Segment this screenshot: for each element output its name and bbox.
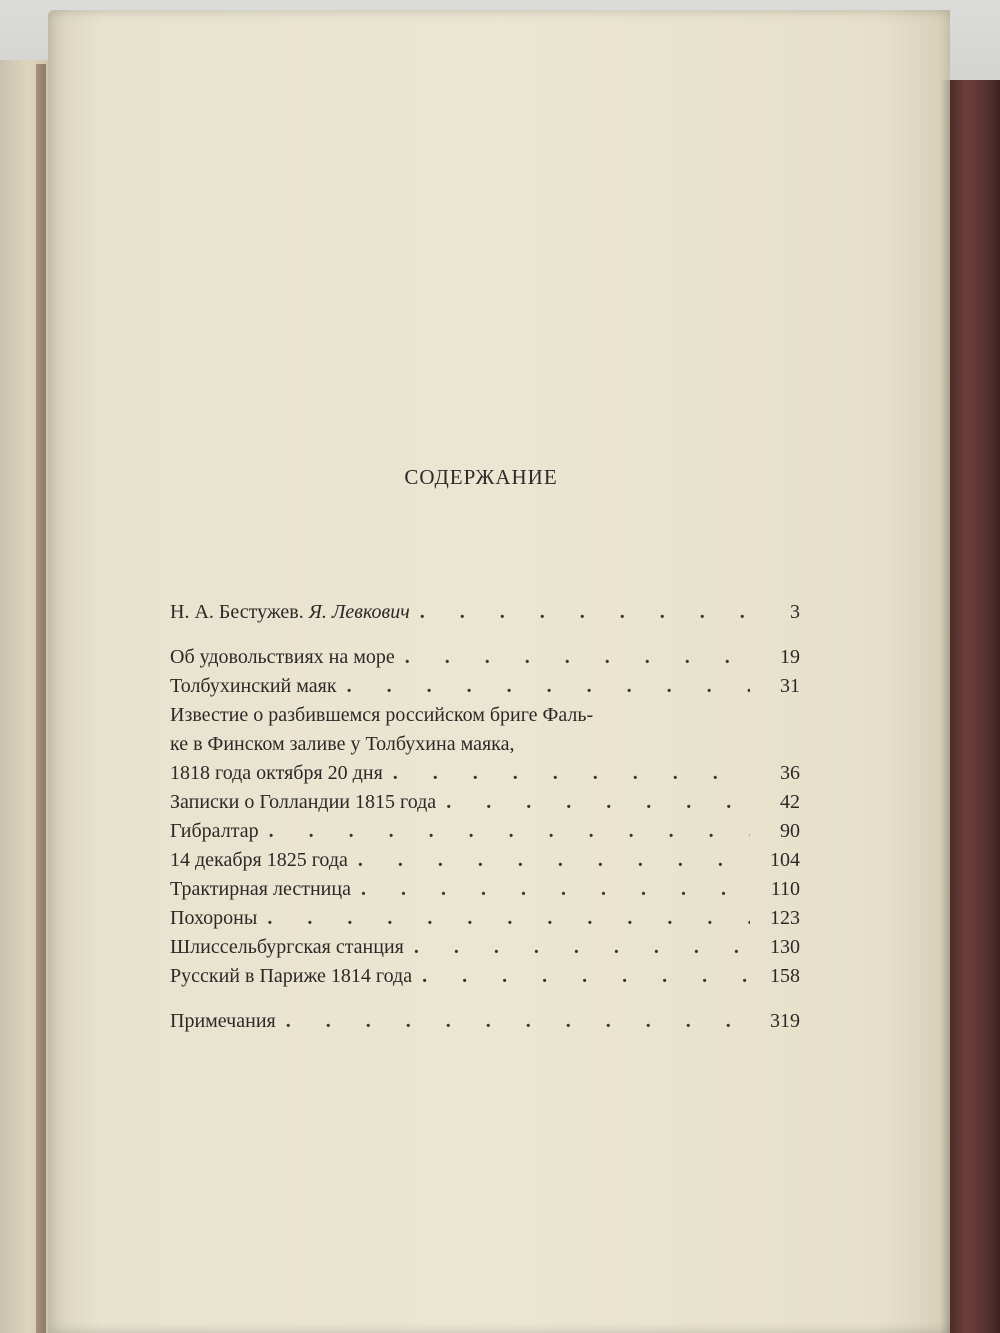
entry-title: Примечания <box>170 1010 276 1032</box>
entry-title: Шлиссельбургская станция <box>170 936 404 958</box>
book-page <box>48 10 950 1333</box>
page-number: 158 <box>770 965 800 987</box>
leader-dots <box>446 788 750 817</box>
toc-entry <box>170 672 800 701</box>
leader-dots <box>420 598 750 627</box>
toc-entry <box>170 643 800 672</box>
toc-entry <box>170 846 800 875</box>
page-number: 3 <box>790 601 800 623</box>
leader-dots <box>286 1007 750 1036</box>
entry-title: Похороны <box>170 907 258 929</box>
page-number: 130 <box>770 936 800 958</box>
page-title: СОДЕРЖАНИЕ <box>404 465 558 489</box>
toc-notes <box>170 1007 800 1036</box>
entry-title: Гибралтар <box>170 820 259 842</box>
page-number: 19 <box>780 646 800 668</box>
leader-dots <box>361 875 750 904</box>
page-number: 42 <box>780 791 800 813</box>
toc-entry <box>170 817 800 846</box>
leader-dots <box>393 759 750 788</box>
page-number: 319 <box>770 1010 800 1032</box>
toc-entry <box>170 759 800 788</box>
toc-entry <box>170 875 800 904</box>
leader-dots <box>422 962 750 991</box>
page-number: 90 <box>780 820 800 842</box>
toc-entry <box>170 962 800 991</box>
leader-dots <box>267 904 750 933</box>
left-cover-binding <box>36 64 46 1333</box>
entry-title: Толбухинский маяк <box>170 675 337 697</box>
page-number: 31 <box>780 675 800 697</box>
toc-entry <box>170 788 800 817</box>
entry-title: Трактирная лестница <box>170 878 351 900</box>
entry-title: Записки о Голландии 1815 года <box>170 791 437 813</box>
table-of-contents <box>170 598 800 1036</box>
entry-title: 1818 года октября 20 дня <box>170 762 383 784</box>
page-shadow <box>940 80 950 1333</box>
page-number: 104 <box>770 849 800 871</box>
entry-line: ке в Финском заливе у Толбухина маяка, <box>170 733 515 755</box>
toc-entry <box>170 904 800 933</box>
entry-title: 14 декабря 1825 года <box>170 849 348 871</box>
entry-line: Известие о разбившемся российском бриге Фаль- <box>170 704 594 726</box>
page-number: 110 <box>770 878 800 900</box>
leader-dots <box>269 817 750 846</box>
page-number: 36 <box>780 762 800 784</box>
intro-author: Н. А. Бестужев. <box>170 601 304 623</box>
intro-editor: Я. Левкович <box>308 601 410 623</box>
book-cover-right <box>948 80 1000 1333</box>
toc-intro <box>170 598 800 627</box>
leader-dots <box>414 933 750 962</box>
leader-dots <box>405 643 750 672</box>
leader-dots <box>347 672 750 701</box>
page-number: 123 <box>770 907 800 929</box>
entry-title: Об удовольствиях на море <box>170 646 395 668</box>
leader-dots <box>358 846 750 875</box>
entry-title: Русский в Париже 1814 года <box>170 965 413 987</box>
toc-entry <box>170 933 800 962</box>
